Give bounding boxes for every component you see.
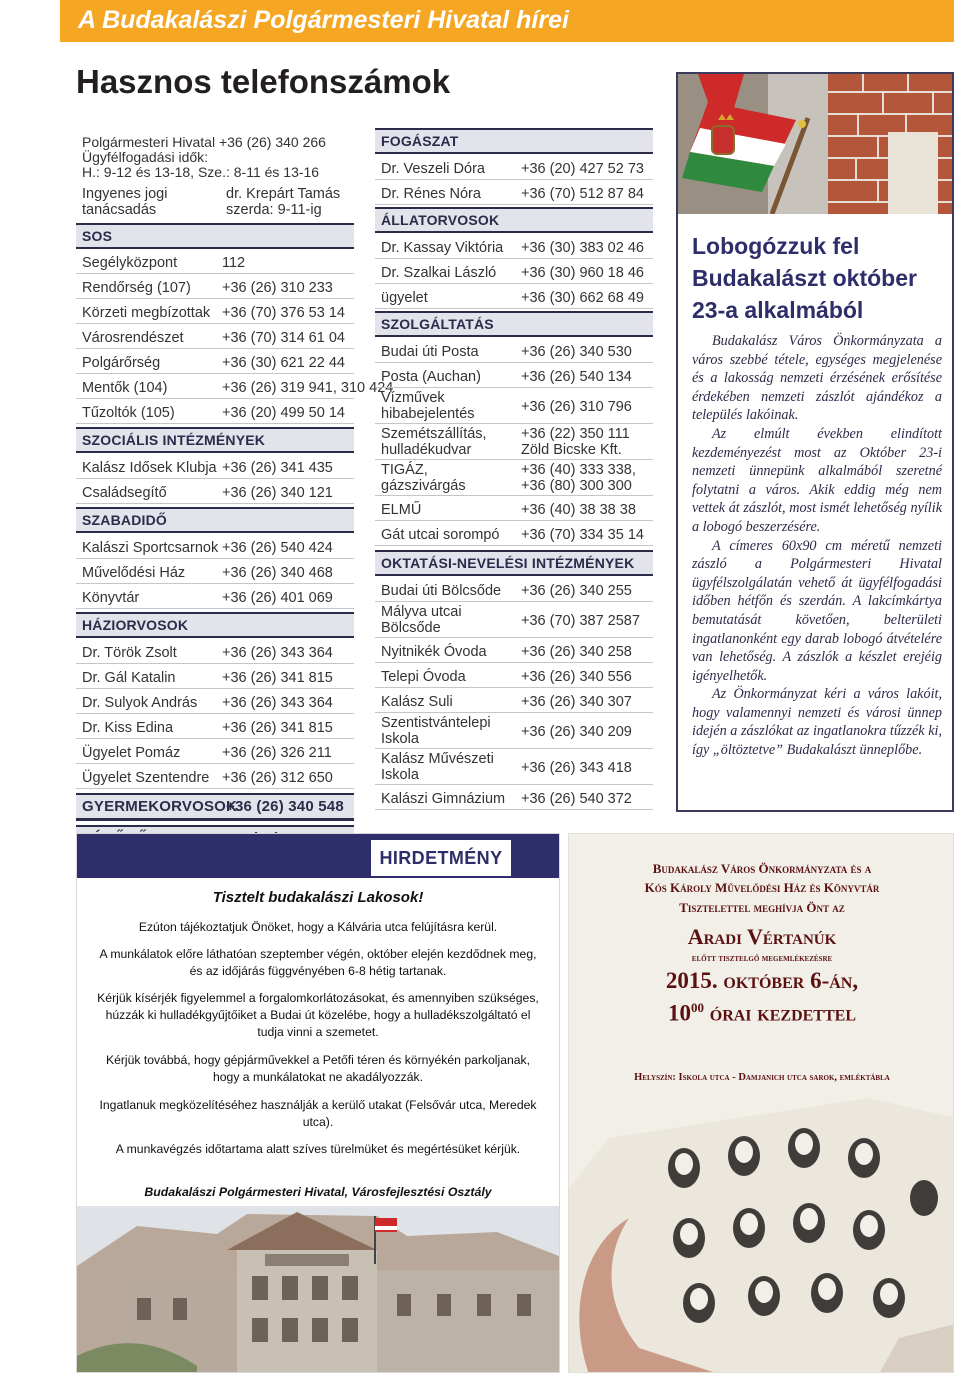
row-label: hibabejelentés [381,406,475,422]
table-row [375,665,653,688]
row-label: Mályva utcai [381,604,462,620]
table-row [76,301,354,324]
row-label: Budai úti Posta [381,344,479,360]
table-row [375,286,653,309]
row-label: ELMŰ [381,502,422,518]
table-row [375,426,653,460]
row-phone: +36 (30) 662 68 49 [521,290,644,306]
announcement [76,833,560,1373]
announcement-tab: HIRDETMÉNY [371,840,511,876]
announcement-paragraph: Ezúton tájékoztatjuk Önöket, hogy a Kálvária utca felújításra kerül. [138,920,498,934]
row-phone: +36 (26) 343 364 [222,695,333,711]
row-label: hulladékudvar [381,442,472,458]
row-label: Ügyelet Pomáz [82,745,181,761]
row-label: Iskola [381,731,419,747]
table-row [76,401,354,424]
section-heading: ÁLLATORVOSOK [375,207,653,233]
intro-line: H.: 9-12 és 13-18, Sze.: 8-11 és 13-16 [82,164,320,180]
table-row [375,261,653,284]
row-label: Kalász Művészeti [381,751,494,767]
row-label: Dr. Kiss Edina [82,720,174,736]
table-row [76,481,354,504]
row-label: Rendőrség (107) [82,280,191,296]
poster-minute: 00 [691,1000,704,1015]
row-phone: +36 (26) 310 796 [521,399,632,415]
left-phone-table [76,130,394,820]
row-phone: +36 (26) 340 530 [521,344,632,360]
table-row [375,787,653,810]
row-label: Dr. Gál Katalin [82,670,176,686]
row-label: Városrendészet [82,330,184,346]
table-row [76,351,354,374]
poster-line: Kós Károly Művelődési Ház és Könyvtár [644,880,880,895]
middle-phone-table [375,128,653,818]
row-label: Családsegítő [82,485,167,501]
row-label: Tűzoltók (105) [82,405,175,421]
table-row [76,456,354,479]
legal-name: Ingyenes jogi [82,186,168,202]
row-phone: +36 (26) 312 650 [222,770,333,786]
poster-time-text: órai kezdettel [704,1000,856,1026]
row-phone: +36 (40) 38 38 38 [521,502,636,518]
poster-line: Aradi Vértanúk [687,924,837,949]
section-heading: SZABADIDŐ [76,507,354,533]
row-phone: +36 (26) 310 233 [222,280,333,296]
table-row [76,766,354,789]
row-label: Kalász Suli [381,694,453,710]
row-label: Nyitnikék Óvoda [381,644,487,660]
row-label: Dr. Török Zsolt [82,645,177,661]
row-phone: +36 (80) 300 300 [521,478,632,494]
row-label: Vízművek [381,390,445,406]
table-row [375,579,653,602]
section-banner [60,0,954,42]
row-phone: +36 (70) 387 2587 [521,613,640,629]
section-heading: HÁZIORVOSOK [76,612,354,638]
row-label: Könyvtár [82,590,140,606]
row-label: Művelődési Ház [82,565,186,581]
poster-line: előtt tisztelgő megemlékezésre [691,953,833,964]
row-phone: +36 (20) 427 52 73 [521,161,644,177]
row-label: Kalászi Gimnázium [381,791,506,807]
row-phone: Zöld Bicske Kft. [521,442,622,458]
row-phone: +36 (26) 326 211 [222,745,332,761]
table-row [375,340,653,363]
commemoration-poster [568,833,954,1373]
row-phone: +36 (26) 401 069 [222,590,333,606]
announcement-paragraph: A munkálatok előre láthatóan szeptember végén, október elején kezdődnek meg, és az időjárás függvényében 6-8 hétig tartanak. [99,947,537,978]
table-row [375,751,653,785]
intro-line: Polgármesteri Hivatal +36 (26) 340 266 [82,134,326,150]
announcement-paragraph: Ingatlanuk megközelítéséhez használják a kerülő utakat (Felsővár utca, Meredek utca). [99,1098,537,1129]
row-label: Ügyelet Szentendre [82,770,210,786]
flag-article [676,72,954,812]
legal-value: szerda: 9-11-ig [226,202,322,218]
row-phone: +36 (30) 383 02 46 [521,240,644,256]
row-phone: +36 (26) 340 258 [521,644,632,660]
row-label: Gát utcai sorompó [381,527,500,543]
table-row [76,691,354,714]
row-phone: +36 (22) 350 111 [521,426,630,442]
table-row [76,666,354,689]
section-heading: SOS [76,223,354,249]
row-label: Dr. Szalkai László [381,265,497,281]
table-row [76,586,354,609]
page-title: Hasznos telefonszámok [76,63,451,100]
row-label: Bölcsőde [381,620,441,636]
row-label: Dr. Rénes Nóra [381,186,481,202]
row-phone: +36 (26) 340 209 [521,724,632,740]
table-row [375,498,653,521]
row-phone: +36 (26) 340 548 [226,798,344,815]
row-phone: +36 (26) 340 556 [521,669,632,685]
banner-title: A Budakalászi Polgármesteri Hivatal hírei [78,6,569,34]
table-row [76,326,354,349]
row-phone: +36 (26) 341 815 [222,720,333,736]
section-heading: FOGÁSZAT [375,128,653,154]
announcement-paragraph: A munkavégzés időtartama alatt szíves türelmüket és megértésüket kérjük. [115,1142,521,1156]
poster-line: 2015. október 6-án, [665,968,859,993]
legal-name: tanácsadás [82,202,157,218]
table-row [375,523,653,546]
poster-time [569,1000,954,1027]
row-phone: +36 (70) 376 53 14 [222,305,345,321]
row-phone: +36 (26) 341 815 [222,670,333,686]
row-label: Budai úti Bölcsőde [381,583,502,599]
announcement-signature: Budakalászi Polgármesteri Hivatal, Városfejlesztési Osztály [144,1185,492,1199]
announcement-paragraph: Kérjük továbbá, hogy gépjárművekkel a Petőfi téren és környékén parkoljanak, hogy a munkálatokat ne akadályozzák. [105,1053,531,1084]
row-phone: +36 (40) 333 338, [521,462,636,478]
row-phone: +36 (30) 960 18 46 [521,265,644,281]
flag-body [692,332,942,760]
section-label: GYERMEKORVOSOK [82,798,238,815]
row-phone: +36 (26) 340 255 [521,583,632,599]
poster-line: Tisztelettel meghívja Önt az [679,900,845,915]
flag-title: Lobogózzuk fel Budakalászt október 23-a alkalmából [692,233,917,323]
announcement-header-bar [77,834,559,878]
row-label: Szemétszállítás, [381,426,487,442]
row-label: Kalászi Sportcsarnok [82,540,219,556]
section-heading: OKTATÁSI-NEVELÉSI INTÉZMÉNYEK [375,550,653,576]
row-phone: +36 (26) 340 468 [222,565,333,581]
row-phone: +36 (26) 343 364 [222,645,333,661]
flag-paragraph: Az Önkormányzat kéri a város lakóit, hogy valamennyi nemzeti és városi ünnep idején a zászlókat az ingatlanokra tűzzék ki, így „öltöztetve” Budakalászt ünneplőbe. [692,686,942,759]
row-phone: +36 (26) 319 941, 310 424 [222,380,394,396]
poster-line: Budakalász Város Önkormányzata és a [652,861,872,876]
table-row [76,641,354,664]
row-label: Dr. Veszeli Dóra [381,161,485,177]
row-phone: +36 (26) 340 121 [222,485,333,501]
row-phone: +36 (30) 621 22 44 [222,355,345,371]
table-row [375,365,653,388]
row-label: Polgárőrség [82,355,161,371]
table-row [375,640,653,663]
table-row [375,690,653,713]
table-row [76,251,354,274]
table-row [375,157,653,180]
legal-row [76,186,354,220]
row-phone: +36 (20) 499 50 14 [222,405,345,421]
row-label: Kalász Idősek Klubja [82,460,217,476]
row-phone: +36 (70) 512 87 84 [521,186,644,202]
table-row [375,182,653,205]
table-row [76,716,354,739]
row-phone: +36 (26) 343 418 [521,760,632,776]
row-label: Posta (Auchan) [381,369,481,385]
row-label: Dr. Sulyok András [82,695,198,711]
poster-hour: 10 [668,1000,691,1026]
flag-paragraph: Budakalász Város Önkormányzata a város szebbé tétele, egységes megjelenése és a lakosság nemzeti érzésének erősítése érdekében nemzeti zászlót ajándékoz a település lakóinak. [692,333,942,424]
legal-value: dr. Krepárt Tamás [226,186,341,202]
row-label: ügyelet [381,290,428,306]
flag-paragraph: Az elmúlt években elindított kezdeményezést most az Október 23-i nemzeti ünnepünk alkalmából szeretné folytatni a város. Akik eddig még nem vettek át zászlót, most ismét lehetőség nyílik a lobogó beszerzésére. [692,425,942,535]
row-label: Mentők (104) [82,380,168,396]
table-row [76,276,354,299]
row-phone: +36 (70) 314 61 04 [222,330,345,346]
table-row [375,462,653,496]
row-phone: +36 (26) 540 134 [521,369,632,385]
row-label: Szentistvántelepi [381,715,491,731]
table-row [375,236,653,259]
row-label: gázszivárgás [381,478,466,494]
section-heading [76,793,354,821]
announcement-paragraph: Kérjük kísérjék figyelemmel a forgalomkorlátozásokat, és amennyiben szükséges, húzzák ki hulladékgyűjtőiket a Budai út közelébe, hogy a hulladékszolgáltató el tudja vinni a szemetet. [97,991,539,1039]
row-phone: +36 (26) 540 424 [222,540,333,556]
flag-paragraph: A címeres 60x90 cm méretű nemzeti zászló a Polgármesteri Hivatal ügyfélszolgálatán vehető át ügyfélfogadási időben hétfőn és szerdán. A lakcímkártya bemutatását követően, belterületi ingatlanonként egy darab lobogó átvételére van lehetőség. A zászlók a készlet erejéig igényelhetők. [692,537,942,684]
row-label: Telepi Óvoda [381,669,466,685]
row-label: Iskola [381,767,419,783]
row-label: Segélyközpont [82,255,178,271]
announcement-greeting: Tisztelt budakalászi Lakosok! [212,889,424,906]
table-row [76,741,354,764]
row-phone: +36 (26) 341 435 [222,460,333,476]
table-row [76,561,354,584]
row-label: Dr. Kassay Viktória [381,240,504,256]
row-label: Körzeti megbízottak [82,305,211,321]
row-phone: +36 (70) 334 35 14 [521,527,644,543]
section-heading: SZOCIÁLIS INTÉZMÉNYEK [76,427,354,453]
table-row [375,390,653,424]
memorial-plaque-photo [569,1098,954,1373]
table-row [375,604,653,638]
row-phone: +36 (26) 340 307 [521,694,632,710]
flag-photo [678,74,952,214]
table-row [76,536,354,559]
poster-location: Helyszín: Iskola utca - Damjanich utca sarok, emléktábla [634,1072,890,1083]
table-row [375,715,653,749]
table-row [76,376,394,399]
row-phone: +36 (26) 540 372 [521,791,632,807]
village-photo [77,1206,559,1372]
section-heading: SZOLGÁLTATÁS [375,311,653,337]
intro-line: Ügyfélfogadási idők: [82,149,209,165]
row-label: TIGÁZ, [381,462,428,478]
row-phone: 112 [222,255,246,271]
